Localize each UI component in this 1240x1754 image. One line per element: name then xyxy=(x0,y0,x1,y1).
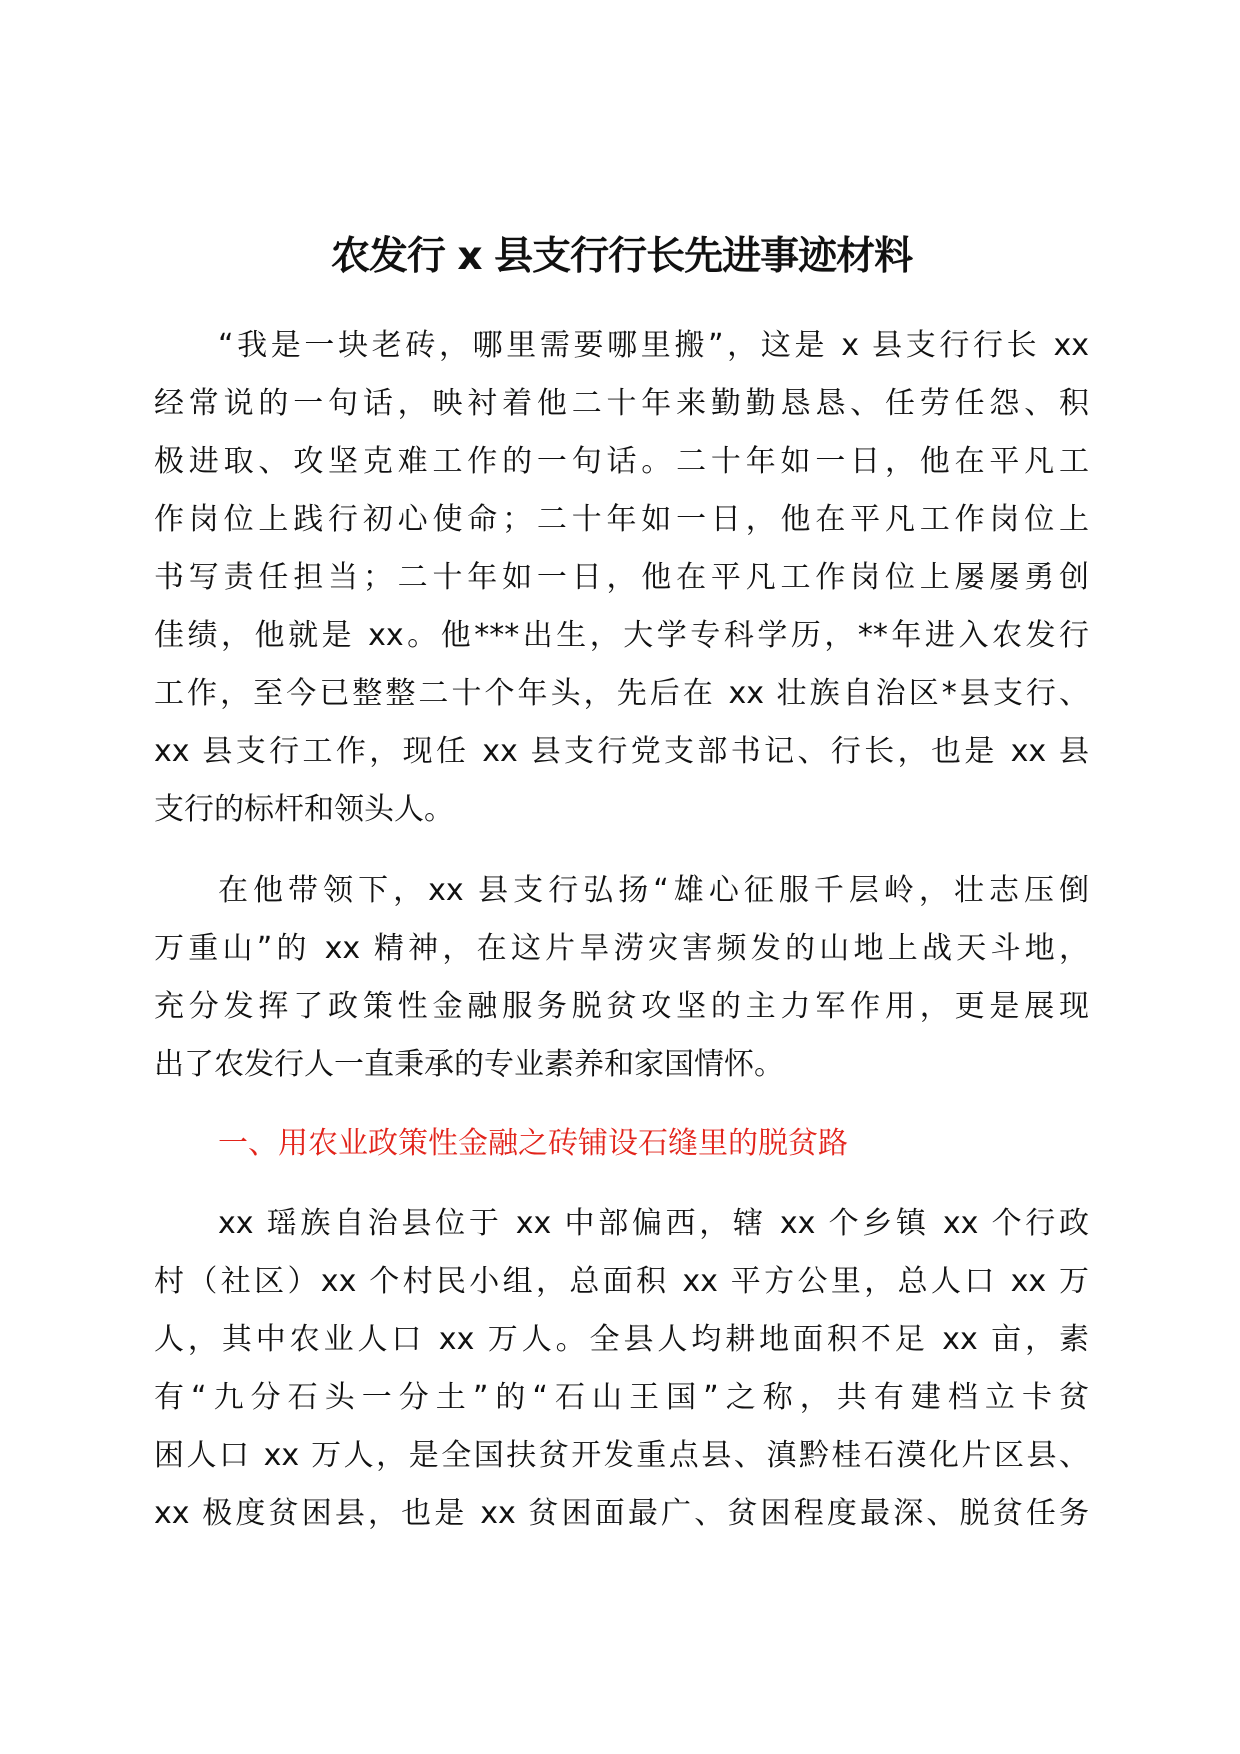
text-line: 有“九分石头一分土”的“石山王国”之称，共有建档立卡贫 xyxy=(154,1380,1089,1415)
text-line: 极进取、攻坚克难工作的一句话。二十年如一日，他在平凡工 xyxy=(154,444,1089,479)
text-line: 出了农发行人一直秉承的专业素养和家国情怀。 xyxy=(154,1047,784,1082)
document-title: 农发行 x 县支行行长先进事迹材料 xyxy=(330,234,913,279)
paragraph-intro xyxy=(154,317,1089,839)
text-line: xx 瑶族自治县位于 xx 中部偏西，辖 xx 个乡镇 xx 个行政 xyxy=(218,1206,1089,1241)
section-heading: 一、用农业政策性金融之砖铺设石缝里的脱贫路 xyxy=(218,1126,848,1161)
paragraph-county-background xyxy=(154,1195,1089,1543)
text-line: xx 极度贫困县，也是 xx 贫困面最广、贫困程度最深、脱贫任务 xyxy=(154,1496,1089,1531)
text-line: 充分发挥了政策性金融服务脱贫攻坚的主力军作用，更是展现 xyxy=(154,989,1089,1024)
text-line: xx 县支行工作，现任 xx 县支行党支部书记、行长，也是 xx 县 xyxy=(154,734,1089,769)
text-line: 村（社区）xx 个村民小组，总面积 xx 平方公里，总人口 xx 万 xyxy=(154,1264,1089,1299)
text-line: 在他带领下，xx 县支行弘扬“雄心征服千层岭，壮志压倒 xyxy=(218,873,1089,908)
paragraph-leadership xyxy=(154,862,1089,1094)
text-line: 人，其中农业人口 xx 万人。全县人均耕地面积不足 xx 亩，素 xyxy=(154,1322,1089,1357)
text-line: 支行的标杆和领头人。 xyxy=(154,792,454,827)
text-line: 佳绩，他就是 xx。他***出生，大学专科学历，**年进入农发行 xyxy=(154,618,1089,653)
text-line: 经常说的一句话，映衬着他二十年来勤勤恳恳、任劳任怨、积 xyxy=(154,386,1089,421)
text-line: “我是一块老砖，哪里需要哪里搬”，这是 x 县支行行长 xx xyxy=(218,328,1089,363)
text-line: 困人口 xx 万人，是全国扶贫开发重点县、滇黔桂石漠化片区县、 xyxy=(154,1438,1089,1473)
text-line: 万重山”的 xx 精神，在这片旱涝灾害频发的山地上战天斗地， xyxy=(154,931,1089,966)
text-line: 作岗位上践行初心使命；二十年如一日，他在平凡工作岗位上 xyxy=(154,502,1089,537)
text-line: 书写责任担当；二十年如一日，他在平凡工作岗位上屡屡勇创 xyxy=(154,560,1089,595)
text-line: 工作，至今已整整二十个年头，先后在 xx 壮族自治区*县支行、 xyxy=(154,676,1089,711)
